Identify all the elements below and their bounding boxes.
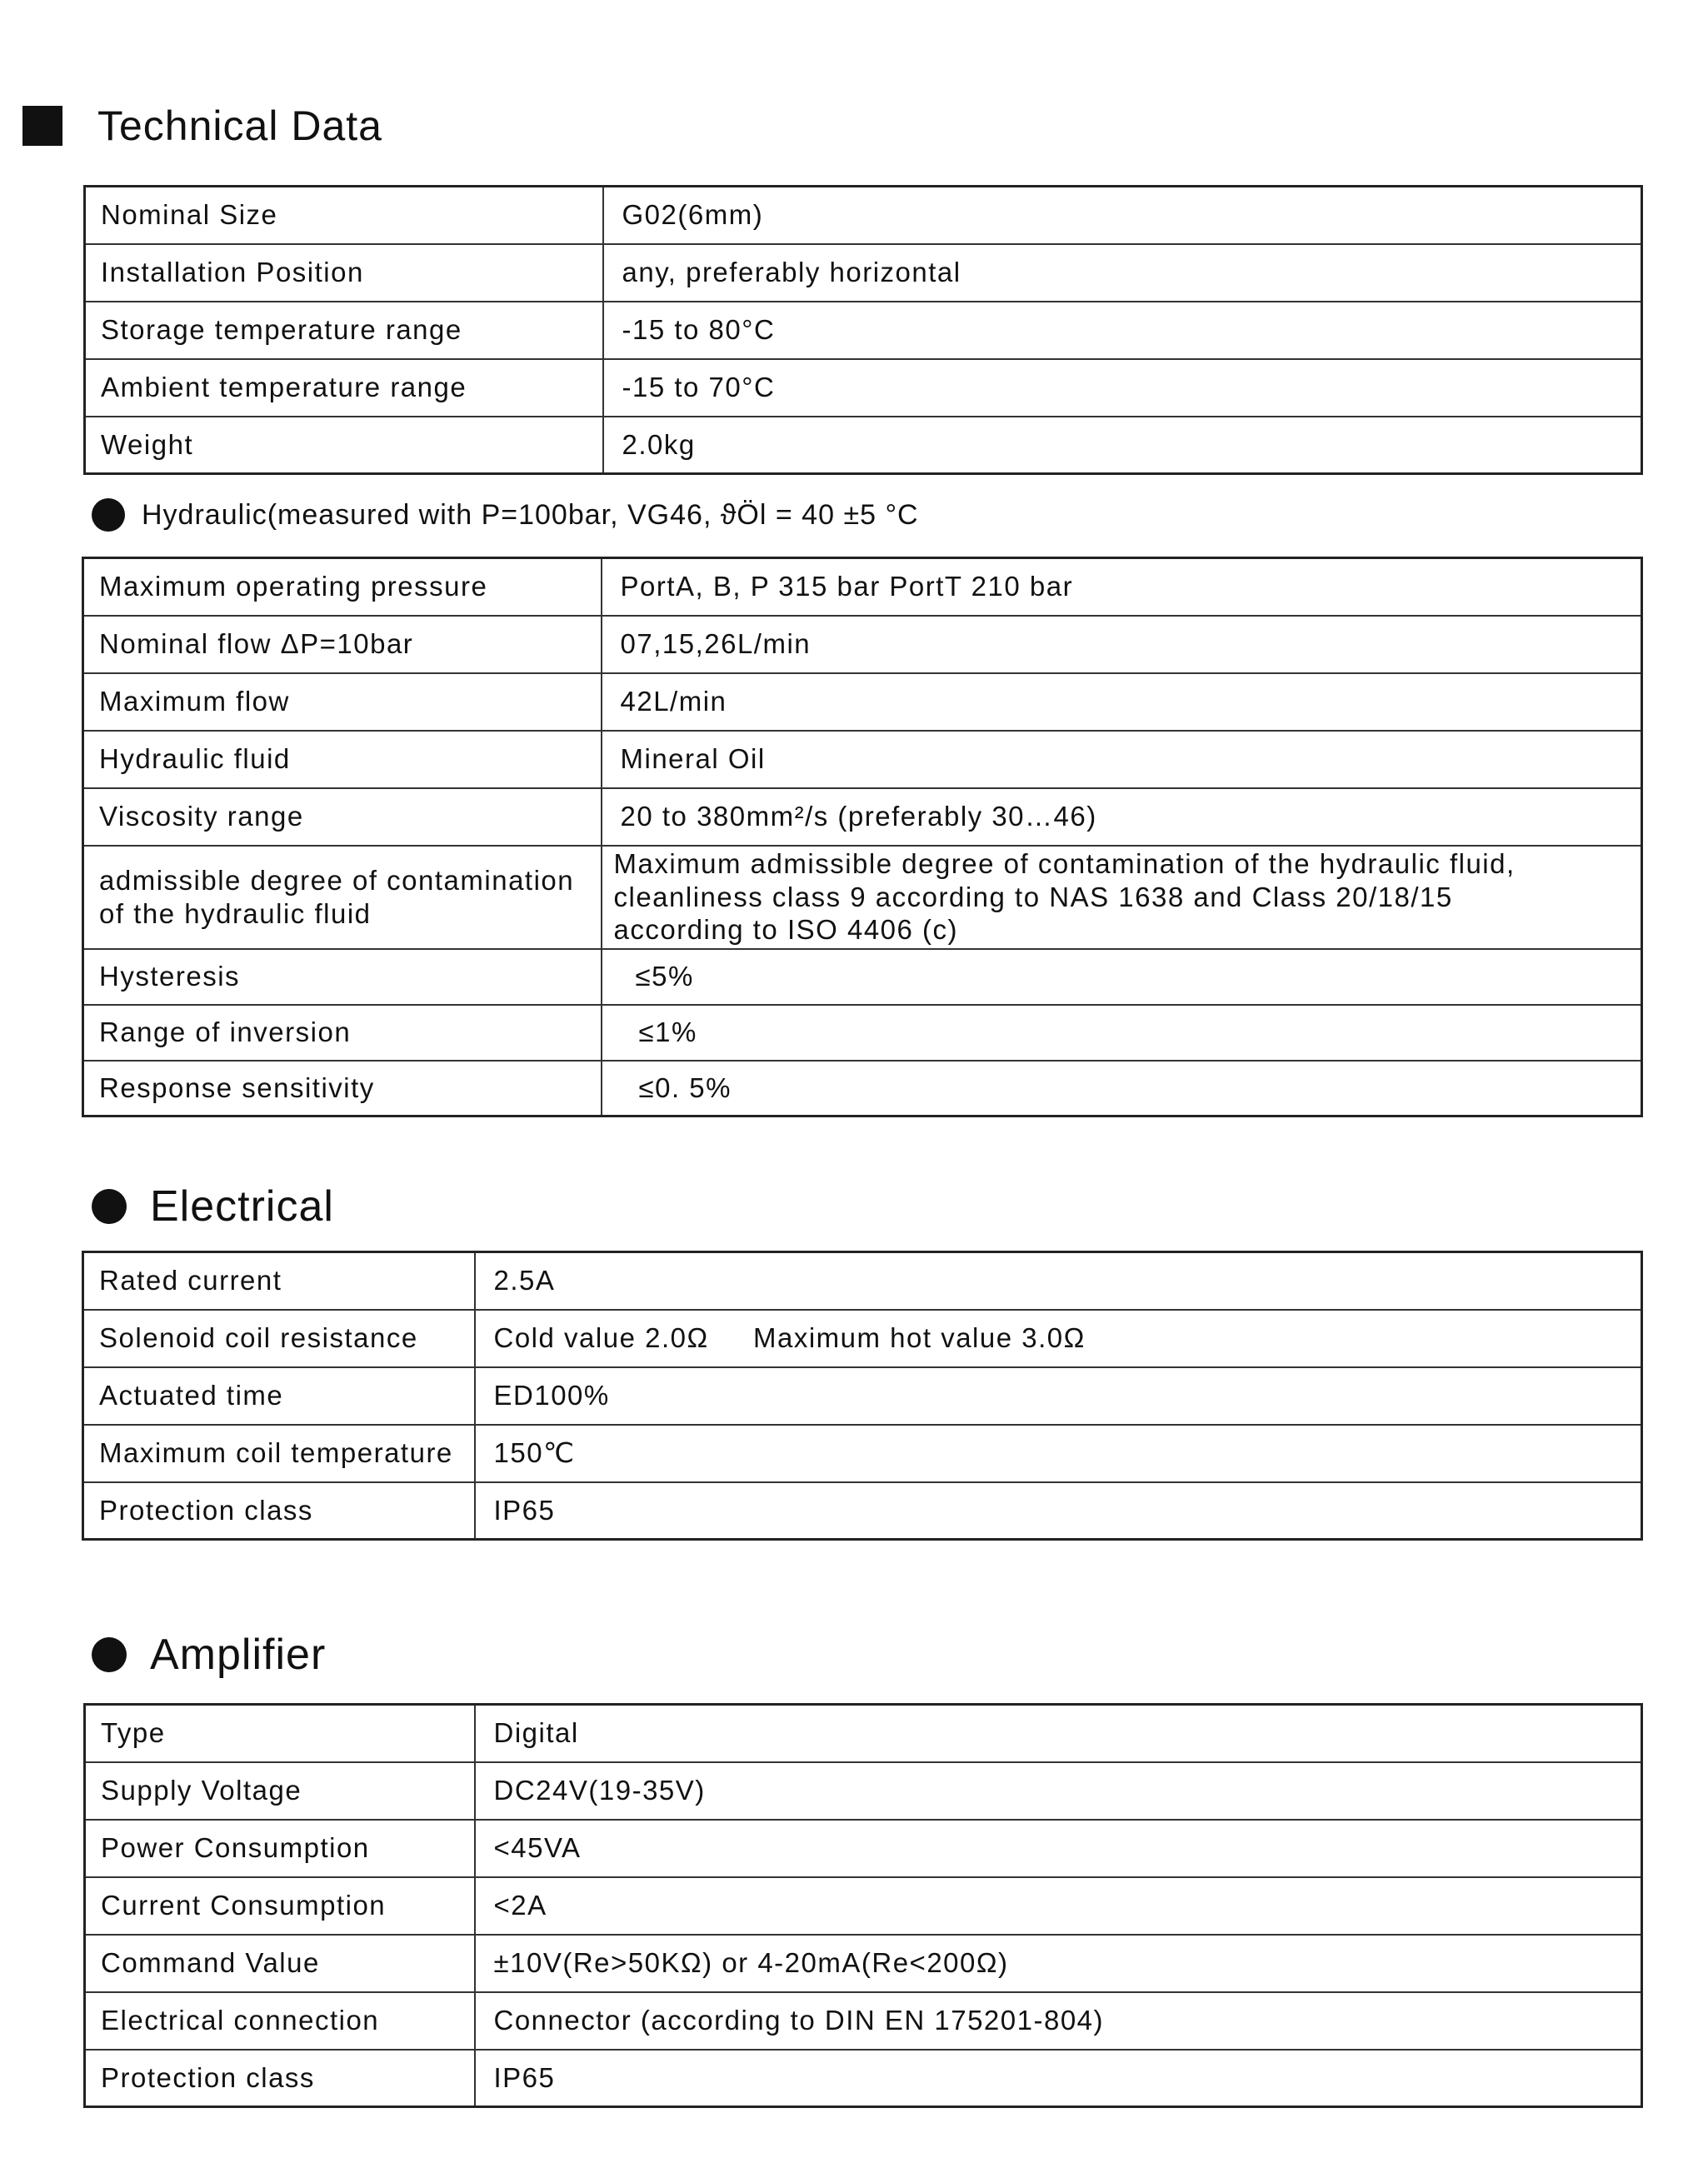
row-label: admissible degree of contamination of the hydraulic fluid xyxy=(83,846,602,949)
row-value: -15 to 70°C xyxy=(603,359,1642,417)
row-label: Current Consumption xyxy=(85,1877,475,1935)
row-label: Electrical connection xyxy=(85,1992,475,2050)
row-value: G02(6mm) xyxy=(603,187,1642,244)
section-heading-electrical xyxy=(92,1181,334,1231)
electrical-table-body xyxy=(83,1252,1642,1540)
row-label: Hydraulic fluid xyxy=(83,731,602,788)
row-value: 2.0kg xyxy=(603,417,1642,474)
page-title: Technical Data xyxy=(97,102,382,149)
row-value: 07,15,26L/min xyxy=(602,616,1642,673)
table-row xyxy=(85,244,1642,302)
table-row xyxy=(85,1992,1642,2050)
square-bullet-icon xyxy=(22,106,62,146)
row-label: Hysteresis xyxy=(83,949,602,1005)
row-value: <45VA xyxy=(475,1820,1642,1877)
table-row xyxy=(83,673,1642,731)
amplifier-table-body xyxy=(85,1705,1642,2107)
row-value: IP65 xyxy=(475,1482,1642,1540)
bullet-dot-icon xyxy=(92,1189,127,1224)
table-row xyxy=(83,788,1642,846)
row-label: Range of inversion xyxy=(83,1005,602,1061)
bullet-dot-icon xyxy=(92,1637,127,1672)
row-label: Maximum coil temperature xyxy=(83,1425,475,1482)
table-row xyxy=(83,1425,1642,1482)
amplifier-spec-table xyxy=(83,1703,1643,2108)
row-value: Mineral Oil xyxy=(602,731,1642,788)
row-label: Solenoid coil resistance xyxy=(83,1310,475,1367)
table-row xyxy=(83,731,1642,788)
row-value: ≤1% xyxy=(602,1005,1642,1061)
table-row xyxy=(85,1877,1642,1935)
row-value: Cold value 2.0Ω Maximum hot value 3.0Ω xyxy=(475,1310,1642,1367)
row-value: Maximum admissible degree of contamination of the hydraulic fluid, cleanliness class 9 according to NAS 1638 and Class 20/18/15 according to ISO 4406 (c) xyxy=(602,846,1642,949)
row-label: Type xyxy=(85,1705,475,1762)
table-row xyxy=(83,1367,1642,1425)
row-value: 150℃ xyxy=(475,1425,1642,1482)
row-label: Supply Voltage xyxy=(85,1762,475,1820)
electrical-spec-table xyxy=(82,1251,1643,1541)
table-row xyxy=(83,846,1642,949)
row-label: Command Value xyxy=(85,1935,475,1992)
row-label: Rated current xyxy=(83,1252,475,1310)
hydraulic-note-text: Hydraulic(measured with P=100bar, VG46, ϑÖl = 40 ±5 °C xyxy=(142,498,919,531)
amplifier-heading: Amplifier xyxy=(150,1631,327,1679)
row-value: 42L/min xyxy=(602,673,1642,731)
table-row xyxy=(83,558,1642,616)
row-label: Installation Position xyxy=(85,244,603,302)
row-label: Nominal flow ΔP=10bar xyxy=(83,616,602,673)
row-value: 20 to 380mm²/s (preferably 30…46) xyxy=(602,788,1642,846)
row-value: ±10V(Re>50KΩ) or 4-20mA(Re<200Ω) xyxy=(475,1935,1642,1992)
table-row xyxy=(83,1482,1642,1540)
row-value: DC24V(19-35V) xyxy=(475,1762,1642,1820)
row-label: Maximum flow xyxy=(83,673,602,731)
table-row xyxy=(85,359,1642,417)
general-spec-table xyxy=(83,185,1643,475)
table-row xyxy=(85,1705,1642,1762)
row-label: Actuated time xyxy=(83,1367,475,1425)
table-row xyxy=(85,302,1642,359)
hydraulic-table-body xyxy=(83,558,1642,1116)
section-heading-technical-data xyxy=(22,102,382,150)
row-label: Viscosity range xyxy=(83,788,602,846)
table-row xyxy=(83,1061,1642,1116)
table-row xyxy=(85,187,1642,244)
table-row xyxy=(83,1310,1642,1367)
row-value: ≤0. 5% xyxy=(602,1061,1642,1116)
table-row xyxy=(83,949,1642,1005)
table-row xyxy=(83,1252,1642,1310)
row-label: Protection class xyxy=(85,2050,475,2107)
table-row xyxy=(83,616,1642,673)
row-label: Nominal Size xyxy=(85,187,603,244)
row-value: IP65 xyxy=(475,2050,1642,2107)
row-value: <2A xyxy=(475,1877,1642,1935)
row-label: Response sensitivity xyxy=(83,1061,602,1116)
row-label: Ambient temperature range xyxy=(85,359,603,417)
table-row xyxy=(85,2050,1642,2107)
hydraulic-note xyxy=(92,498,919,532)
row-label: Protection class xyxy=(83,1482,475,1540)
row-label: Storage temperature range xyxy=(85,302,603,359)
general-table-body xyxy=(85,187,1642,474)
bullet-dot-icon xyxy=(92,498,125,532)
hydraulic-spec-table xyxy=(82,557,1643,1117)
row-value: ≤5% xyxy=(602,949,1642,1005)
row-label: Weight xyxy=(85,417,603,474)
row-value: Connector (according to DIN EN 175201-804) xyxy=(475,1992,1642,2050)
table-row xyxy=(85,1762,1642,1820)
row-value: any, preferably horizontal xyxy=(603,244,1642,302)
row-value: PortA, B, P 315 bar PortT 210 bar xyxy=(602,558,1642,616)
table-row xyxy=(83,1005,1642,1061)
row-value: -15 to 80°C xyxy=(603,302,1642,359)
section-heading-amplifier xyxy=(92,1630,326,1680)
row-label: Power Consumption xyxy=(85,1820,475,1877)
electrical-heading: Electrical xyxy=(150,1182,334,1231)
table-row xyxy=(85,417,1642,474)
row-label: Maximum operating pressure xyxy=(83,558,602,616)
row-value: ED100% xyxy=(475,1367,1642,1425)
table-row xyxy=(85,1820,1642,1877)
row-value: 2.5A xyxy=(475,1252,1642,1310)
table-row xyxy=(85,1935,1642,1992)
row-value: Digital xyxy=(475,1705,1642,1762)
